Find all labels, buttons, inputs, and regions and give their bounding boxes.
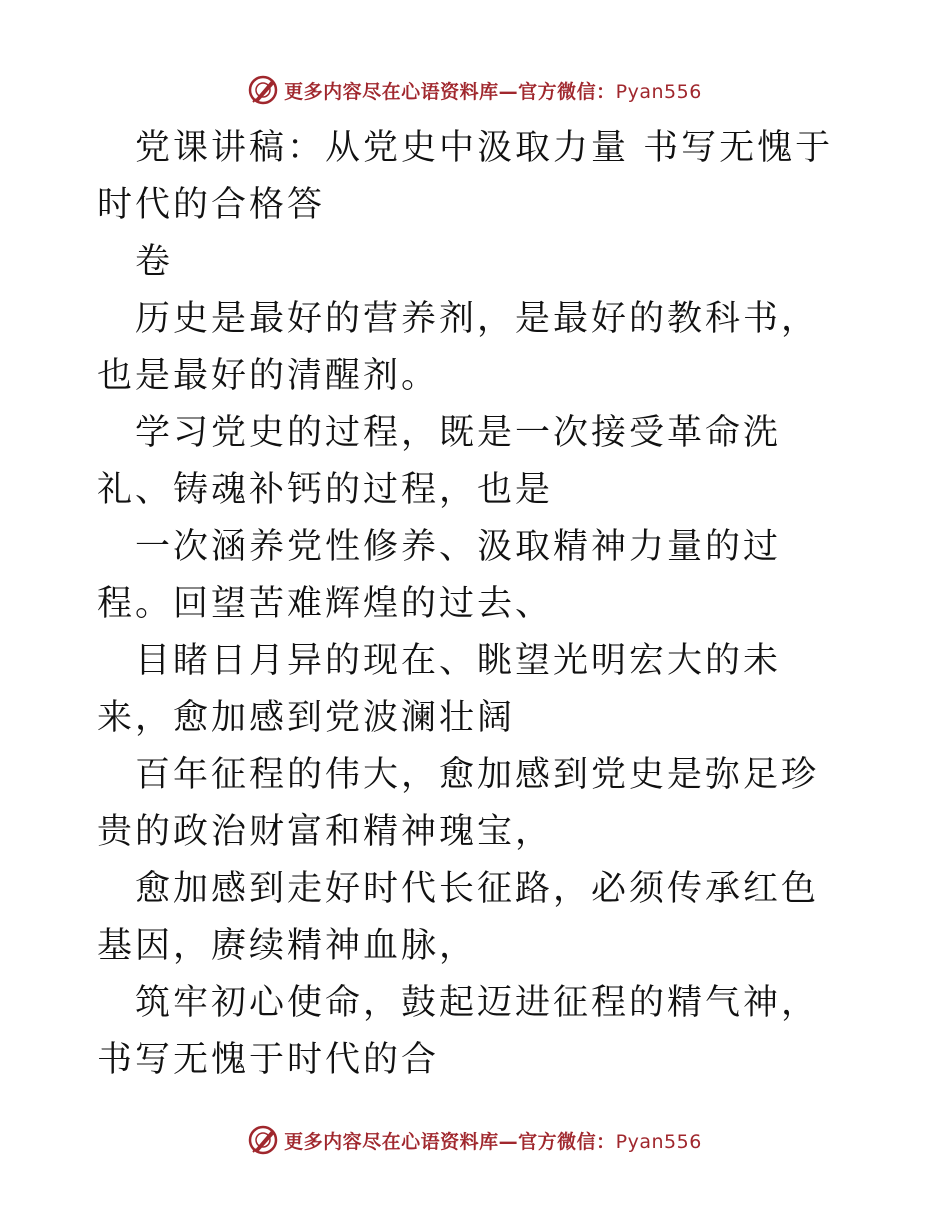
body-paragraph: 筑牢初心使命，鼓起迈进征程的精气神，书写无愧于时代的合 — [97, 983, 820, 1080]
body-paragraph: 一次涵养党性修养、汲取精神力量的过程。回望苦难辉煌的过去、 — [97, 527, 782, 624]
footer-wechat-id: Pyan556 — [615, 1130, 702, 1153]
quill-logo-icon — [248, 1125, 278, 1155]
body-paragraph: 愈加感到走好时代长征路，必须传承红色基因，赓续精神血脉， — [97, 869, 820, 966]
header-banner-text: 更多内容尽在心语资料库—官方微信： — [284, 80, 616, 103]
footer-banner — [0, 1120, 950, 1160]
body-paragraph: 学习党史的过程，既是一次接受革命洗礼、铸魂补钙的过程，也是 — [97, 413, 782, 510]
header-banner — [0, 70, 950, 110]
footer-banner-text: 更多内容尽在心语资料库—官方微信： — [284, 1130, 616, 1153]
body-paragraph: 百年征程的伟大，愈加感到党史是弥足珍贵的政治财富和精神瑰宝， — [97, 755, 820, 852]
document-body — [97, 120, 853, 1089]
title-paragraph: 党课讲稿：从党史中汲取力量 书写无愧于时代的合格答 — [97, 128, 834, 225]
title-continuation: 卷 — [135, 242, 174, 282]
header-wechat-id: Pyan556 — [615, 80, 702, 103]
body-paragraph: 历史是最好的营养剂，是最好的教科书，也是最好的清醒剂。 — [97, 299, 820, 396]
body-paragraph: 目睹日月异的现在、眺望光明宏大的未来，愈加感到党波澜壮阔 — [97, 641, 782, 738]
quill-logo-icon — [248, 75, 278, 105]
